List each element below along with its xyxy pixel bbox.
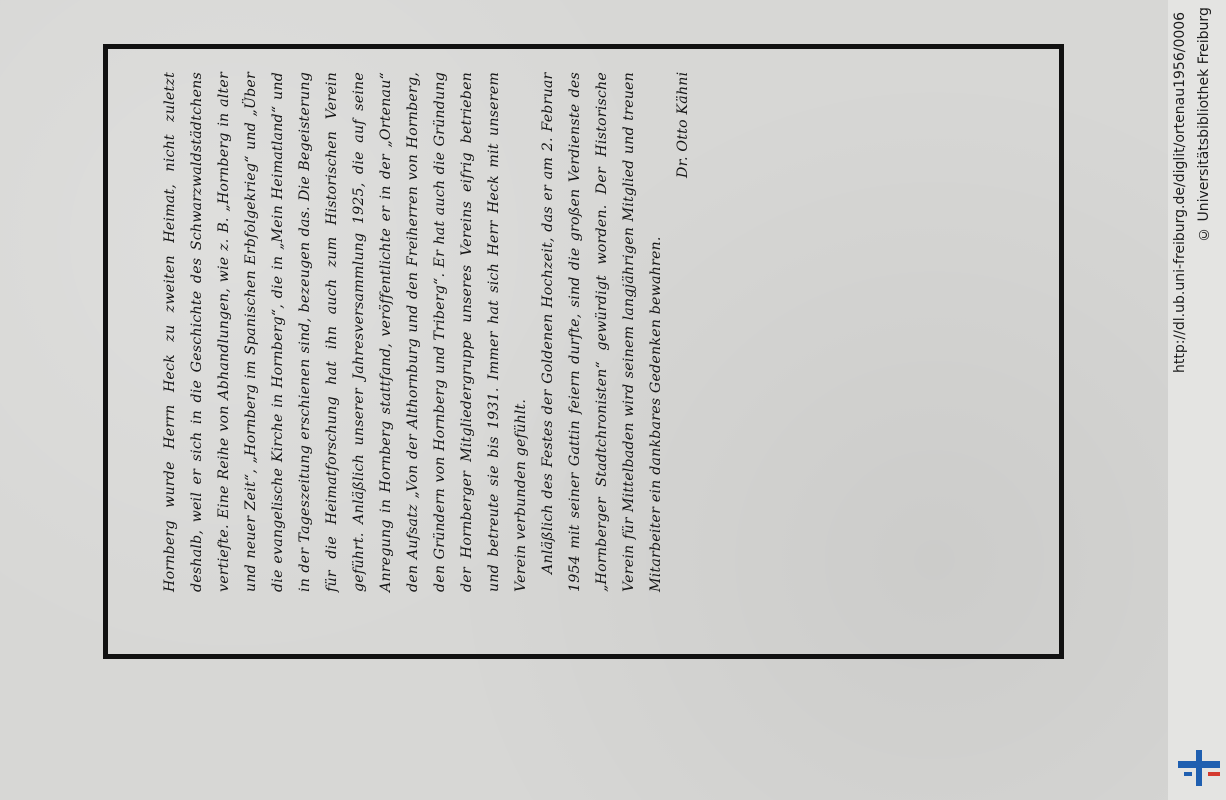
university-library-logo-icon: [1176, 746, 1222, 790]
paragraph-2: Anläßlich des Festes der Goldenen Hochzeit, das er am 2. Februar 1954 mit seiner Gattin feiern durfte, sind die großen Verdienste des „Hornberger Stadtchronisten“ gewürdigt worden. Der Historische Verein für Mittelbaden wird seinem langjährigen Mitglied und treuen Mitarbeiter ein dankbares Gedenken bewahren.: [540, 72, 664, 592]
logo-small-bar: [1184, 772, 1192, 776]
obituary-text: [157, 72, 717, 592]
logo-red-bar: [1208, 772, 1220, 776]
author-signature: Dr. Otto Kähni: [675, 72, 691, 179]
logo-horizontal-bar: [1178, 761, 1220, 768]
copyright-notice: © Universitätsbibliothek Freiburg: [1196, 7, 1212, 242]
paragraph-1: Hornberg wurde Herrn Heck zu zweiten Heimat, nicht zuletzt deshalb, weil er sich in die Geschichte des Schwarzwaldstädtchens vertiefte. Eine Reihe von Abhandlungen, wie z. B. „Hornberg in alter und neuer Zeit“, „Hornberg im Spanischen Erbfolgekrieg“ und „Über die evangelische Kirche in Hornberg“, die in „Mein Heimatland“ und in der Tageszeitung erschienen sind, bezeugen das. Die Begeisterung für die Heimatforschung hat ihn auch zum Historischen Verein geführt. Anläßlich unserer Jahresversammlung 1925, die auf seine Anregung in Hornberg stattfand, veröffentlichte er in der „Ortenau“ den Aufsatz „Von der Althornburg und den Freiherren von Hornberg, den Gründern von Hornberg und Triberg“. Er hat auch die Gründung der Hornberger Mitgliedergruppe unseres Vereins eifrig betrieben und betreute sie bis 1931. Immer hat sich Herr Heck mit unserem Verein verbunden gefühlt.: [162, 72, 529, 592]
source-url[interactable]: http://dl.ub.uni-freiburg.de/diglit/ortenau1956/0006: [1172, 12, 1188, 374]
